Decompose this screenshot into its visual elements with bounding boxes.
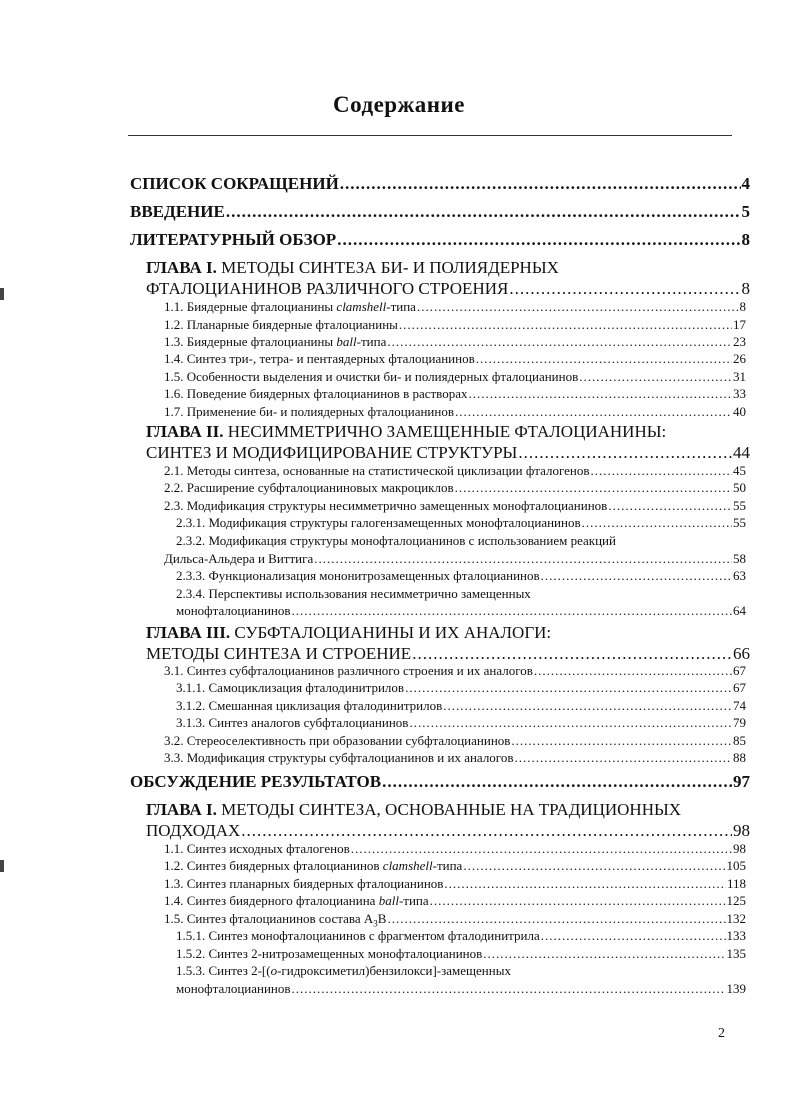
- toc-section-1-4[interactable]: 1.4. Синтез три-, тетра- и пентаядерных фталоцианинов ..... 26: [164, 351, 746, 368]
- toc-section-1-7[interactable]: 1.7. Применение би- и полиядерных фталоцианинов ..... 40: [164, 404, 746, 421]
- page-title: Содержание: [333, 92, 465, 117]
- toc-results-section-1-1[interactable]: 1.1. Синтез исходных фталогенов ..... 98: [164, 841, 746, 858]
- scan-edge-mark: [0, 288, 4, 300]
- toc-section-3-1[interactable]: 3.1. Синтез субфталоцианинов различного строения и их аналогов ..... 67: [164, 663, 746, 680]
- toc-section-2-3-1[interactable]: 2.3.1. Модификация структуры галогензамещенных монофталоцианинов ..... 55: [176, 515, 746, 532]
- toc-section-3-3[interactable]: 3.3. Модификация структуры субфталоцианинов и их аналогов ..... 88: [164, 750, 746, 767]
- toc-section-2-3-2[interactable]: Дильса-Альдера и Виттига ..... 58: [164, 551, 746, 568]
- scan-edge-mark: [0, 860, 4, 872]
- toc-section-2-1[interactable]: 2.1. Методы синтеза, основанные на статистической циклизации фталогенов ..... 45: [164, 463, 746, 480]
- toc-chapter-1[interactable]: ФТАЛОЦИАНИНОВ РАЗЛИЧНОГО СТРОЕНИЯ ..... 8: [146, 279, 750, 299]
- toc-results-section-1-2[interactable]: 1.2. Синтез биядерных фталоцианинов clamshell-типа ..... 105: [164, 858, 746, 875]
- toc-section-1-3[interactable]: 1.3. Биядерные фталоцианины ball-типа ..... 23: [164, 334, 746, 351]
- toc-results-chapter-1-title[interactable]: ГЛАВА I. МЕТОДЫ СИНТЕЗА, ОСНОВАННЫЕ НА ТРАДИЦИОННЫХ: [146, 800, 682, 819]
- toc-section-3-1-2[interactable]: 3.1.2. Смешанная циклизация фталодинитрилов ..... 74: [176, 698, 746, 715]
- toc-section-2-2[interactable]: 2.2. Расширение субфталоцианиновых макроциклов ..... 50: [164, 480, 746, 497]
- toc-section-1-5[interactable]: 1.5. Особенности выделения и очистки би- и полиядерных фталоцианинов ..... 31: [164, 369, 746, 386]
- toc-section-2-3-4[interactable]: монофталоцианинов ..... 64: [176, 603, 746, 620]
- toc-chapter-1-title[interactable]: ГЛАВА I. МЕТОДЫ СИНТЕЗА БИ- И ПОЛИЯДЕРНЫХ: [146, 258, 559, 277]
- toc-section-2-3[interactable]: 2.3. Модификация структуры несимметрично замещенных монофталоцианинов ..... 55: [164, 498, 746, 515]
- toc-section-1-1[interactable]: 1.1. Биядерные фталоцианины clamshell-типа ..... 8: [164, 299, 746, 316]
- toc-results-section-1-5-3[interactable]: монофталоцианинов ..... 139: [176, 981, 746, 998]
- toc-chapter-2-title[interactable]: ГЛАВА II. НЕСИММЕТРИЧНО ЗАМЕЩЕННЫЕ ФТАЛОЦИАНИНЫ:: [146, 422, 667, 441]
- toc-chapter-3-title[interactable]: ГЛАВА III. СУБФТАЛОЦИАНИНЫ И ИХ АНАЛОГИ:: [146, 623, 552, 642]
- toc-results-section-1-5-1[interactable]: 1.5.1. Синтез монофталоцианинов с фрагментом фталодинитрила ..... 133: [176, 928, 746, 945]
- toc-section-2-3-3[interactable]: 2.3.3. Функционализация мононитрозамещенных фталоцианинов ..... 63: [176, 568, 746, 585]
- toc-section-1-2[interactable]: 1.2. Планарные биядерные фталоцианины ..... 17: [164, 317, 746, 334]
- toc-chapter-3[interactable]: МЕТОДЫ СИНТЕЗА И СТРОЕНИЕ ..... 66: [146, 644, 750, 664]
- toc-entry-abbreviations[interactable]: СПИСОК СОКРАЩЕНИЙ ..... 4: [130, 174, 750, 196]
- toc-section-3-2[interactable]: 3.2. Стереоселективность при образовании субфталоцианинов ..... 85: [164, 733, 746, 750]
- toc-results-section-1-3[interactable]: 1.3. Синтез планарных биядерных фталоцианинов ..... 118: [164, 876, 746, 893]
- toc-entry-results[interactable]: ОБСУЖДЕНИЕ РЕЗУЛЬТАТОВ ..... 97: [130, 772, 750, 794]
- toc-section-3-1-3[interactable]: 3.1.3. Синтез аналогов субфталоцианинов ..... 79: [176, 715, 746, 732]
- toc-results-section-1-4[interactable]: 1.4. Синтез биядерного фталоцианина ball-типа ..... 125: [164, 893, 746, 910]
- page-number: 2: [718, 1026, 725, 1041]
- title-divider: [128, 135, 732, 136]
- toc-results-section-1-5-3-title[interactable]: 1.5.3. Синтез 2-[(o-гидроксиметил)бензилокси]-замещенных: [176, 963, 511, 978]
- toc-entry-literature-review[interactable]: ЛИТЕРАТУРНЫЙ ОБЗОР ..... 8: [130, 230, 750, 252]
- toc-section-1-6[interactable]: 1.6. Поведение биядерных фталоцианинов в растворах ..... 33: [164, 386, 746, 403]
- toc-section-3-1-1[interactable]: 3.1.1. Самоциклизация фталодинитрилов ..... 67: [176, 680, 746, 697]
- toc-section-2-3-4-title[interactable]: 2.3.4. Перспективы использования несимметрично замещенных: [176, 586, 531, 601]
- toc-results-section-1-5[interactable]: 1.5. Синтез фталоцианинов состава $A_3B$ ..... 132: [164, 911, 746, 928]
- toc-entry-introduction[interactable]: ВВЕДЕНИЕ ..... 5: [130, 202, 750, 224]
- toc-chapter-2[interactable]: СИНТЕЗ И МОДИФИЦИРОВАНИЕ СТРУКТУРЫ ..... 44: [146, 443, 750, 463]
- toc-results-section-1-5-2[interactable]: 1.5.2. Синтез 2-нитрозамещенных монофталоцианинов ..... 135: [176, 946, 746, 963]
- toc-section-2-3-2-title[interactable]: 2.3.2. Модификация структуры монофталоцианинов с использованием реакций: [176, 533, 616, 548]
- toc-results-chapter-1[interactable]: ПОДХОДАХ ..... 98: [146, 821, 750, 841]
